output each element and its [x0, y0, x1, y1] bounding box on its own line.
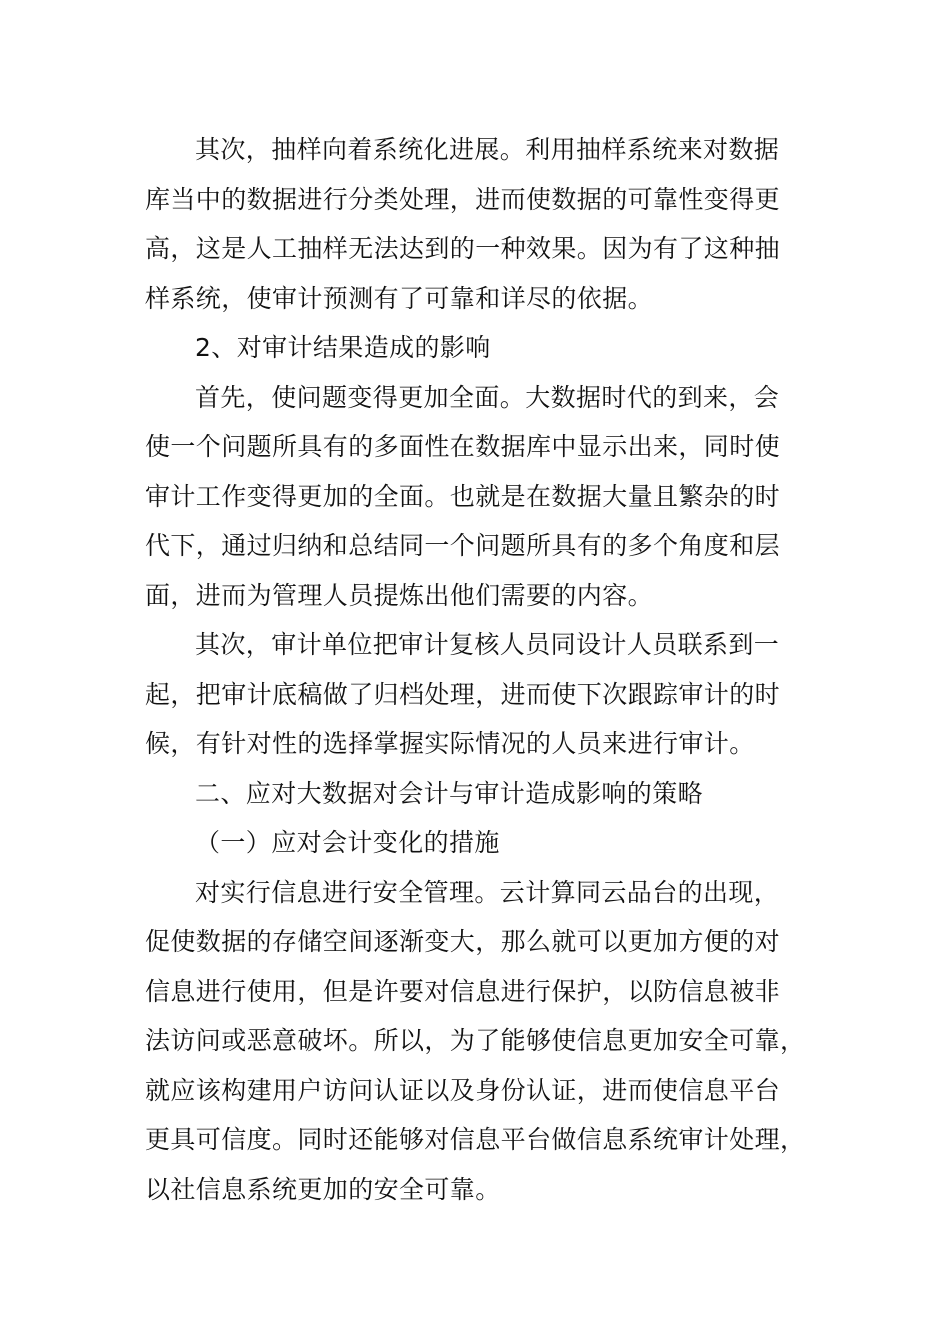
paragraph-line: 对实行信息进行安全管理。云计算同云品台的出现，: [195, 877, 780, 907]
paragraph-line: 其次，抽样向着系统化进展。利用抽样系统来对数据: [195, 135, 780, 164]
paragraph-line: 信息进行使用，但是许要对信息进行保护，以防信息被非: [145, 976, 781, 1006]
document-body: [145, 125, 805, 1214]
paragraph-line: 库当中的数据进行分类处理，进而使数据的可靠性变得更: [145, 184, 781, 214]
paragraph-line: 法访问或恶意破坏。所以，为了能够使信息更加安全可靠，: [145, 1026, 806, 1055]
paragraph-line: 代下，通过归纳和总结同一个问题所具有的多个角度和层: [145, 531, 781, 560]
paragraph-line: 候，有针对性的选择掌握实际情况的人员来进行审计。: [145, 729, 755, 758]
paragraph-line: 面，进而为管理人员提炼出他们需要的内容。: [145, 580, 654, 610]
paragraph-line: 首先，使问题变得更加全面。大数据时代的到来，会: [195, 382, 780, 412]
paragraph-line: 促使数据的存储空间逐渐变大，那么就可以更加方便的对: [145, 927, 781, 956]
section-heading: 二、应对大数据对会计与审计造成影响的策略: [195, 778, 704, 808]
paragraph-line: 就应该构建用户访问认证以及身份认证，进而使信息平台: [145, 1075, 781, 1105]
paragraph-line: 审计工作变得更加的全面。也就是在数据大量且繁杂的时: [145, 481, 781, 511]
paragraph-line: 高，这是人工抽样无法达到的一种效果。因为有了这种抽: [145, 234, 781, 263]
subsection-heading: （一）应对会计变化的措施: [195, 828, 500, 857]
section-heading: 2、对审计结果造成的影响: [195, 333, 491, 362]
paragraph-line: 以社信息系统更加的安全可靠。: [145, 1174, 501, 1204]
paragraph-line: 其次，审计单位把审计复核人员同设计人员联系到一: [195, 630, 780, 659]
paragraph-line: 样系统，使审计预测有了可靠和详尽的依据。: [145, 283, 654, 313]
paragraph-line: 更具可信度。同时还能够对信息平台做信息系统审计处理，: [145, 1125, 806, 1154]
paragraph-line: 使一个问题所具有的多面性在数据库中显示出来，同时使: [145, 432, 781, 461]
paragraph-line: 起，把审计底稿做了归档处理，进而使下次跟踪审计的时: [145, 679, 781, 709]
